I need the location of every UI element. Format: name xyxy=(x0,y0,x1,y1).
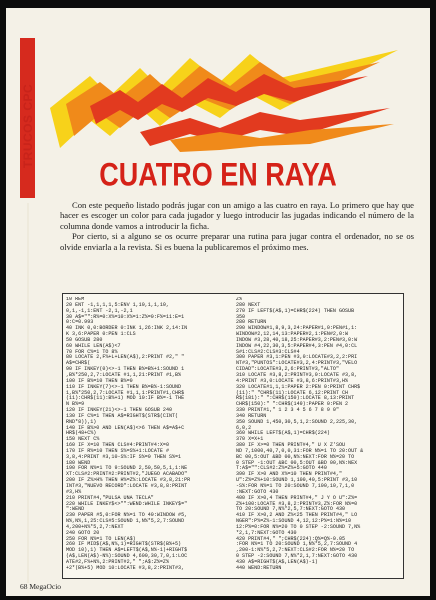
listing-line: TO 20:SOUND 7,N%*2,5,7:NEXT:GOTO 430 xyxy=(236,506,346,513)
listing-line: ,B%*250,2,7:LOCATE #1,1,21:PRINT #1,B% xyxy=(66,371,182,378)
intro-paragraph: Por cierto, si a alguno se os ocurre preparar una rutina para jugar contra el ordenador, no se os olvide enviarla a la revista. Si es buena la publicaremos el próximo mes. xyxy=(60,231,414,252)
listing-line: 340 RETURN xyxy=(236,412,267,419)
listing-line: Z% xyxy=(236,297,243,302)
listing-line: 4:PRINT #3,0:LOCATE #3,8,6:PRINT#3,H% xyxy=(236,377,349,384)
listing-line: 100 IF B%=10 THEN B%=0 xyxy=(66,377,133,384)
listing-line: K 3,6:PAPER 0:PEN 1:CLS xyxy=(66,331,136,338)
listing-line: RND*8)),1) xyxy=(66,418,97,425)
listing-line: 400 IF X>0,4 THEN PRINT#4," J Y O U":Z%= xyxy=(236,494,358,501)
listing-line: 280 RETURN xyxy=(236,319,267,326)
listing-line: INDOW #3,28,40,18,25:PAPER#3,2:PEN#3,0:W xyxy=(236,336,358,343)
listing-line: 70 FOR C%=1 TO 8% xyxy=(66,348,118,355)
listing-line: 200 IF Z%>H% THEN H%=Z%:LOCATE #3,8,21:PR xyxy=(66,477,191,484)
listing-line: 350 xyxy=(236,313,246,320)
listing-line: 210 PRINT#4,"PULSA UNA TECLA" xyxy=(66,494,154,501)
magazine-page xyxy=(6,8,430,596)
listing-line: 0:C=0.993 xyxy=(66,319,94,326)
listing-column-right xyxy=(236,297,401,572)
section-label-text: TRUCOS CPC xyxy=(21,83,35,169)
listing-line: 360 WHILE LEFT$(A$,1)=CHR$(224) xyxy=(236,430,330,437)
basic-program-listing xyxy=(62,293,404,579)
listing-line: (A$,LEN(A$)-N%):SOUND 4,600,30,7,0,1:LOC xyxy=(66,553,188,560)
listing-line: 160 IF X=10 THEN CLS#4:PRINT#4:X=0 xyxy=(66,442,169,449)
listing-line: 370 X=X+1 xyxy=(236,436,264,443)
listing-line: 320 LOCATE#1,1,1:PAPER 2:PEN 0:PRINT CHR$ xyxy=(236,383,361,390)
listing-line: R$(181):" ":CHR$(150):LOCATE 8,13:PRINT xyxy=(236,395,355,402)
article-intro xyxy=(60,200,414,252)
listing-line: U":Z%=Z%+10:SOUND 1,100,40,5:PRINT #3,10 xyxy=(236,477,358,484)
listing-line: 60 WHILE LEN(A$)<7 xyxy=(66,342,121,349)
listing-line: N%,N%,1,25:CLS#5:SOUND 1,N%*5,2,7:SOUND xyxy=(66,518,185,525)
listing-line: 40 INK 0,0:BORDER 0:INK 1,26:INK 2,14:IN xyxy=(66,325,188,332)
listing-line: *2,1,7:NEXT:GOTO 430 xyxy=(236,529,297,536)
listing-line: BC 00,5:OUT &BD 00,N%:NEXT:FOR N%=20 TO xyxy=(236,453,355,460)
listing-line: #3,H% xyxy=(66,488,82,495)
listing-line: 220 WHILE INKEY$<>"":WEND:WHILE INKEY$=" xyxy=(66,500,188,507)
listing-line: 230 PAPER #5,0:FOR N%=1 TO 40:WINDOW #5, xyxy=(66,512,188,519)
listing-line: (11):CHR$(11):B%+1) MOD 10:IF B%=-1 THE xyxy=(66,395,185,402)
listing-line: 440 WEND:RETURN xyxy=(236,564,282,571)
listing-line: INDOW #4,22,30,3,5:PAPER#4,3:PEN #4,0:CL xyxy=(236,342,358,349)
listing-line: 430 A$=RIGHT$(A$,LEN(A$)-1) xyxy=(236,558,318,565)
listing-line: ,200-1:N%*5,2,7:NEXT:CLS#2:FOR N%=20 TO xyxy=(236,547,355,554)
listing-line: MOD 10),1) THEN A$=LEFT$(A$,N%-1)+RIGHT$ xyxy=(66,547,188,554)
listing-line: WINDOW#2,12,14,13:PAPER#2,1:PEN#2,0:W xyxy=(236,331,349,338)
page-footer: 68 MegaOcio xyxy=(20,582,62,591)
listing-line: 290 WINDOW#1,8,9,3,24:PAPER#1,0:PEN#1,1: xyxy=(236,325,358,332)
listing-line: 280 NEXT xyxy=(236,301,261,308)
listing-line: 390 IF X>0 AND X%=10 THEN PRINT#4," xyxy=(236,471,343,478)
listing-line: 250 FOR N%=1 TO LEN(A$) xyxy=(66,535,136,542)
side-stripe-decoration xyxy=(14,203,42,583)
listing-line: 190 FOR N%=1 TO 9:SOUND 2,50,50,5,1,1:NE xyxy=(66,465,188,472)
listing-line: 0 STEP -2:SOUND 7,N%*2,1,7:NEXT:GOTO 430 xyxy=(236,553,358,560)
listing-line: -S%:FOR N%=1 TO 20:SOUND 7,100,10,7,1,0 xyxy=(236,483,355,489)
listing-line: 380 IF X>=0 THEN PRINT#4," U X Z'SOU xyxy=(236,442,346,449)
listing-line: 260 IF MID$(A$,N%,1)=RIGHT$(STR$(B%+5) xyxy=(66,541,182,548)
listing-line: 80 LOCATE 2,F%+L+LEN(A$),2:PRINT #2," " xyxy=(66,354,185,361)
listing-line: (11):" "CHR$(11):LOCATE 6,12:PRINT CH xyxy=(236,389,349,396)
listing-line: 300 PAPER #3,1:PEN #3,0:LOCATE#3,2,2:PRI xyxy=(236,354,358,361)
listing-line: 310 LOCATE #3,8,2:PRINT#3,0:LOCATE #3,8, xyxy=(236,371,358,378)
listing-line: 4,200+N%*5,2,7:NEXT xyxy=(66,523,124,530)
listing-line: 90 IF INKEY(0)<>-1 THEN B%=B%+1:SOUND 1 xyxy=(66,366,185,373)
listing-column-left xyxy=(66,297,231,572)
listing-line: 240 GOTO 20 xyxy=(66,529,100,536)
listing-line: A$=CHR$( xyxy=(66,360,91,367)
listing-line: S#1:CLS#2:CLS#3:CLS#4 xyxy=(236,348,300,355)
listing-line: 170 IF R%=10 THEN S%=S%+1:LOCATE # xyxy=(66,447,169,454)
listing-line: HR$(48+C%) xyxy=(66,430,97,437)
listing-line: 0,1,-1,1:ENT -2,1,-2,1 xyxy=(66,307,133,314)
listing-line: ":WEND xyxy=(66,506,85,513)
article-title: CUATRO EN RAYA xyxy=(99,156,337,193)
listing-line: NGER":P%=Z%-1:SOUND 4,12,12:P%=1:N%=10 xyxy=(236,518,352,525)
listing-line: 130 IF C%=1 THEN A$=RIGHT$(STR$(CINT( xyxy=(66,412,179,419)
listing-line: 330 PRINT#1," 1 2 3 4 5 6 7 8 9 0" xyxy=(236,407,339,414)
listing-line: 110 IF INKEY(7)<>-1 THEN B%=B%-1:SOUND xyxy=(66,383,182,390)
listing-line: 50 GOSUB 280 xyxy=(66,336,103,343)
listing-line: ND 7,1000,40,7,0,0,31:FOR N%=1 TO 20:OUT & xyxy=(236,447,364,454)
listing-line: 140 IF B%>0 AND LEN(A$)<>6 THEN A$=A$+C xyxy=(66,424,185,431)
flame-streaks-illustration xyxy=(50,48,398,156)
listing-line: XT:CLS#2:PRINT#2:PRINT#2,"JUEGO ACABADO" xyxy=(66,471,188,478)
listing-line: 270 IF LEFT$(A$,1)=CHR$(224) THEN GOSUB xyxy=(236,307,355,314)
listing-line: T:A$="":CLS#2:Z%=Z%+5:GOTO 440 xyxy=(236,465,327,472)
listing-line: 20 ENT -1,1,1,1,5:ENV 1,10,1,1,10, xyxy=(66,301,169,308)
listing-line: 180 WEND xyxy=(66,459,91,466)
listing-line: 6,0,2 xyxy=(236,424,252,431)
listing-line: 12:P%=0:FOR N%=20 TO 0 STEP -2:SOUND 7,N% xyxy=(236,523,361,530)
listing-line: 3,8,4:PRINT #3,10-S%:IF S%=0 THEN S%=1 xyxy=(66,453,182,460)
flame-red-lower-streak xyxy=(140,108,394,152)
listing-line: 120 IF INKEY(21)<>-1 THEN GOSUB 240 xyxy=(66,407,173,414)
listing-line: INT#3,"NUEVO RECORD":LOCATE #3,8,8:PRINT xyxy=(66,483,188,489)
listing-line: CIDAD":LOCATE#3,2,6:PRINT#3,"ALTO" xyxy=(236,366,339,373)
listing-line: NT#3,"PUNTOS":LOCATE#3,2,4:PRINT#3,"VELO xyxy=(236,360,358,367)
listing-line: 1,B%*250,2,7:LOCATE #1,1,1:PRINT#1,CHR$ xyxy=(66,389,185,396)
listing-line: +2*(B%+5) MOD 10:LOCATE #3,8,2:PRINT#3, xyxy=(66,564,185,571)
listing-line: 0 STEP -1:OUT &BC 00,5:OUT &BD 00,N%:NEX xyxy=(236,459,358,466)
listing-line: 10 REM xyxy=(66,297,85,302)
listing-line: 410 IF X>0,2 AND Z%<25 THEN PRINT#4," LO xyxy=(236,512,358,519)
listing-line: 150 NEXT C% xyxy=(66,436,100,443)
listing-line: 420 PRINT#4," ";CHR$(224):Q%=Q%-0.05 xyxy=(236,535,346,542)
listing-line: N B%=9 xyxy=(66,401,85,408)
listing-line: :FOR N%=1 TO 20:SOUND 1,N%*5,2,7:SOUND 4 xyxy=(236,541,358,548)
listing-line: :NEXT:GOTO 430 xyxy=(236,488,279,495)
intro-paragraph: Con este pequeño listado podrás jugar con un amigo a las cuatro en raya. Lo primero que hay que hacer es escoger un color para cada jugador y luego introducir las jugadas indicando el número de la columna donde vamos a introducir la ficha. xyxy=(60,200,414,231)
listing-line: 350 SOUND 1,450,30,5,1,2:SOUND 2,225,30, xyxy=(236,418,358,425)
listing-line: 30 A$="":R%=0:X%=10:X%=1:Z%=0:F%=11:E=1 xyxy=(66,313,185,320)
listing-line: CHR$(150):" ":CHR$(149):PAPER 0:PEN 2 xyxy=(236,401,349,408)
listing-line: Z%+100:LOCATE #3,8,2:PRINT#3,Z%:FOR N%=0 xyxy=(236,500,358,507)
listing-line: ATE#2,F%+N%,2:PRINT#2," ";A$:Z%=Z% xyxy=(66,558,169,565)
